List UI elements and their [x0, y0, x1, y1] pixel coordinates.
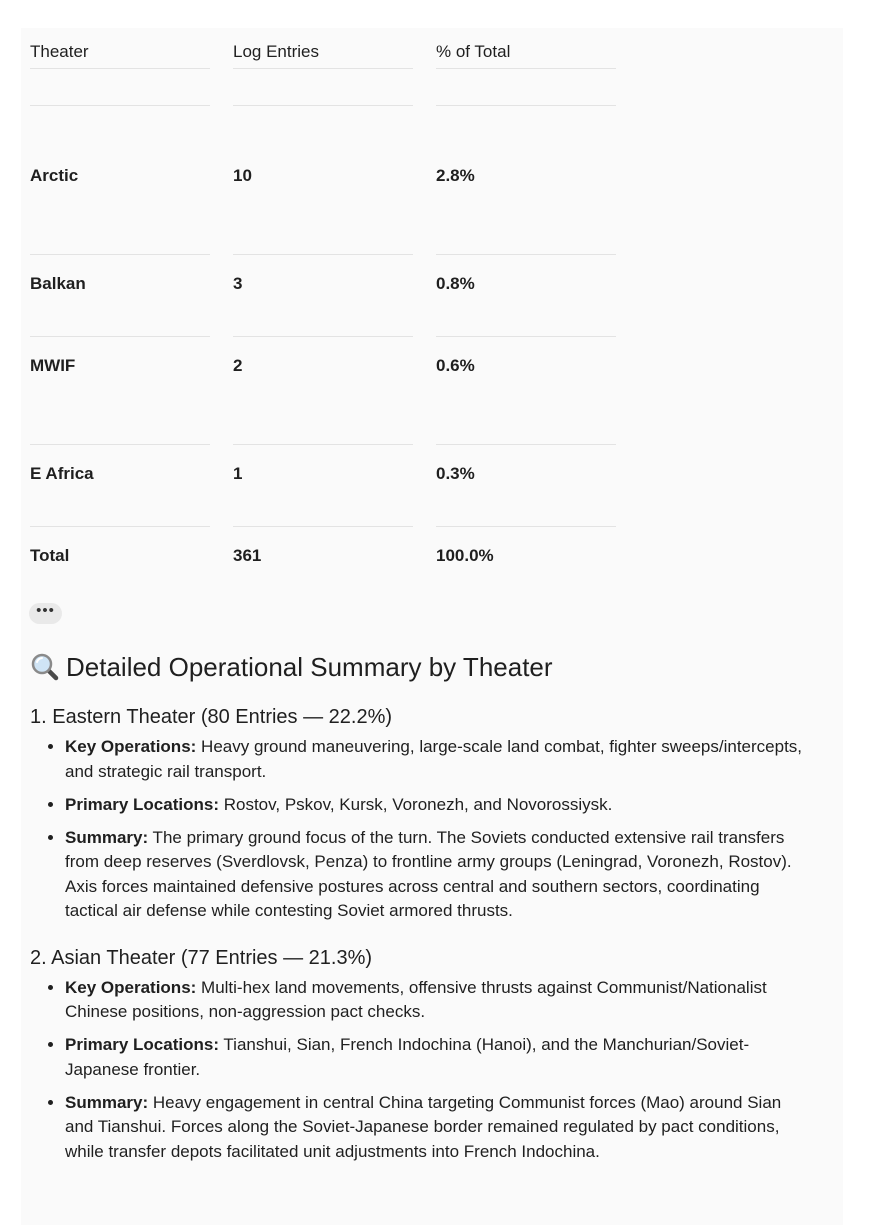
list-item [65, 793, 810, 818]
total-entries: 361 [233, 546, 262, 565]
bullet-label: Key Operations: [65, 737, 197, 756]
list-item [65, 1091, 810, 1165]
total-percent: 100.0% [436, 546, 494, 565]
row-arctic-percent: 2.8% [436, 166, 475, 185]
divider [233, 254, 413, 255]
row-balkan-percent: 0.8% [436, 274, 475, 293]
summary-heading [30, 650, 810, 684]
operational-summary [30, 650, 810, 1173]
more-options-button[interactable]: ••• [29, 603, 62, 624]
row-mwif-percent: 0.6% [436, 356, 475, 375]
divider [436, 68, 616, 69]
divider [436, 105, 616, 106]
divider [436, 254, 616, 255]
list-item [65, 1033, 810, 1082]
row-eafrica-percent: 0.3% [436, 464, 475, 483]
divider [233, 526, 413, 527]
divider [30, 444, 210, 445]
eastern-theater-heading: 1. Eastern Theater (80 Entries — 22.2%) [30, 706, 393, 728]
divider [30, 68, 210, 69]
row-eafrica-entries: 1 [233, 464, 243, 483]
row-balkan-theater: Balkan [30, 274, 86, 293]
asian-theater-heading: 2. Asian Theater (77 Entries — 21.3%) [30, 946, 373, 969]
table-scroll-fade [700, 28, 748, 588]
header-percent-total: % of Total [436, 42, 511, 61]
row-balkan-entries: 3 [233, 274, 243, 293]
bullet-text: Multi-hex land movements, offensive thrusts against Communist/Nationalist Chinese positions, non-aggression pact checks. [65, 977, 767, 1021]
row-mwif-theater: MWIF [30, 356, 76, 375]
divider [30, 336, 210, 337]
row-mwif-entries: 2 [233, 356, 243, 375]
magnifier-icon [30, 652, 60, 682]
row-arctic-entries: 10 [233, 166, 252, 185]
list-item [65, 735, 810, 784]
list-item [65, 976, 810, 1025]
summary-title: Detailed Operational Summary by Theater [66, 652, 553, 682]
divider [233, 336, 413, 337]
asian-theater-list [30, 976, 810, 1165]
divider [436, 336, 616, 337]
row-eafrica-theater: E Africa [30, 464, 94, 483]
divider [30, 254, 210, 255]
response-panel [21, 28, 843, 1225]
list-item [65, 826, 810, 924]
header-log-entries: Log Entries [233, 42, 319, 61]
bullet-label: Primary Locations: [65, 794, 219, 814]
divider [436, 444, 616, 445]
bullet-label: Primary Locations: [65, 1035, 219, 1054]
divider [233, 444, 413, 445]
divider [436, 526, 616, 527]
bullet-text: Heavy ground maneuvering, large-scale land combat, fighter sweeps/intercepts, and strategic rail transport. [65, 737, 803, 781]
divider [30, 526, 210, 527]
bullet-label: Summary: [65, 1092, 149, 1112]
bullet-text: Heavy engagement in central China targeting Communist forces (Mao) around Sian and Tianshui. Forces along the Soviet-Japanese border remained regulated by pact conditions, while transfer depots facilitated unit adjustments into French Indochina. [65, 1092, 782, 1161]
bullet-text: The primary ground focus of the turn. The Soviets conducted extensive rail transfers from deep reserves (Sverdlovsk, Penza) to frontline army groups (Leningrad, Voronezh, Rostov). Axis forces maintained defensive postures across central and southern sectors, coordinating tactical air defense while contesting Soviet armored thrusts. [65, 827, 792, 920]
divider [30, 105, 210, 106]
bullet-label: Key Operations: [65, 977, 197, 997]
header-theater: Theater [30, 42, 89, 61]
total-label: Total [30, 546, 70, 565]
bullet-text: Rostov, Pskov, Kursk, Voronezh, and Novorossiysk. [219, 794, 613, 814]
bullet-text: Tianshui, Sian, French Indochina (Hanoi), and the Manchurian/Soviet-Japanese frontier. [65, 1035, 750, 1079]
eastern-theater-list [30, 735, 810, 924]
divider [233, 68, 413, 69]
theater-table [30, 28, 750, 588]
row-arctic-theater: Arctic [30, 166, 79, 185]
bullet-label: Summary: [65, 827, 149, 847]
divider [233, 105, 413, 106]
